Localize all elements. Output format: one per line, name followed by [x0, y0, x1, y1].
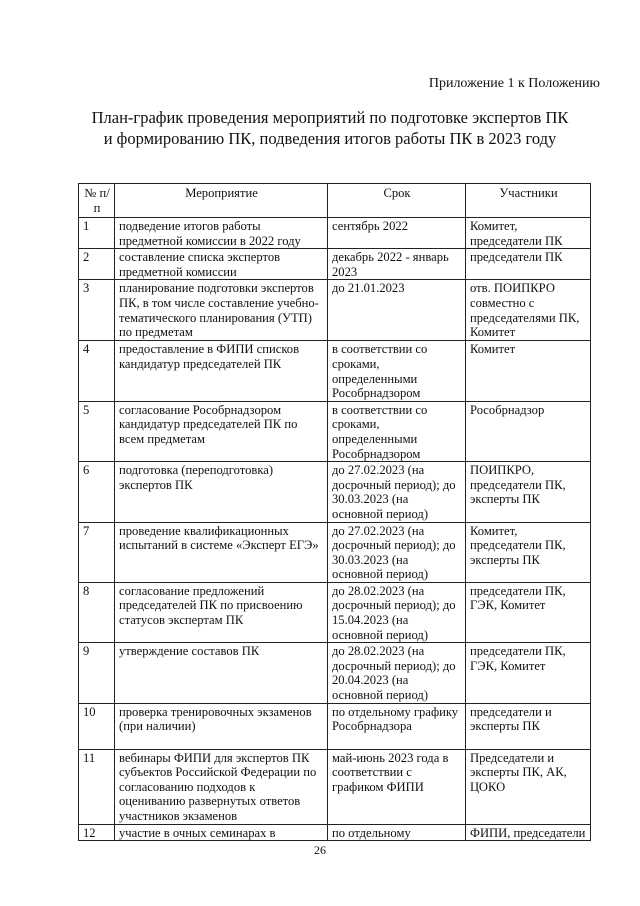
header-number: № п/п [79, 184, 115, 218]
participants-cell: Председатели и эксперты ПК, АК, ЦОКО [466, 749, 591, 824]
participants-cell: Комитет [466, 341, 591, 401]
participants-cell: председатели и эксперты ПК [466, 703, 591, 749]
event-cell: утверждение составов ПК [115, 643, 328, 703]
schedule-table [78, 183, 591, 841]
participants-cell: председатели ПК [466, 249, 591, 280]
row-number: 9 [79, 643, 115, 703]
table-row [79, 280, 591, 341]
event-cell: составление списка экспертов предметной комиссии [115, 249, 328, 280]
deadline-cell: до 28.02.2023 (на досрочный период); до 20.04.2023 (на основной период) [328, 643, 466, 703]
participants-cell: Рособрнадзор [466, 401, 591, 461]
deadline-cell: до 21.01.2023 [328, 280, 466, 341]
participants-cell: председатели ПК, ГЭК, Комитет [466, 582, 591, 642]
participants-cell: Комитет, председатели ПК [466, 218, 591, 249]
table-row [79, 582, 591, 642]
deadline-cell: в соответствии со сроками, определенными Рособрнадзором [328, 401, 466, 461]
table-row [79, 249, 591, 280]
participants-cell: председатели ПК, ГЭК, Комитет [466, 643, 591, 703]
event-cell: согласование предложений председателей ПК по присвоению статусов экспертам ПК [115, 582, 328, 642]
row-number: 11 [79, 749, 115, 824]
title-line-2: и формированию ПК, подведения итогов работы ПК в 2023 году [103, 129, 557, 148]
row-number: 6 [79, 462, 115, 522]
table-row [79, 703, 591, 749]
deadline-cell: в соответствии со сроками, определенными Рособрнадзором [328, 341, 466, 401]
event-cell: вебинары ФИПИ для экспертов ПК субъектов Российской Федерации по согласованию подходов к оцениванию развернутых ответов участников экзаменов [115, 749, 328, 824]
participants-cell: ФИПИ, председатели [466, 824, 591, 841]
row-number: 5 [79, 401, 115, 461]
row-number: 8 [79, 582, 115, 642]
document-title [60, 107, 600, 149]
table-row [79, 824, 591, 841]
row-number: 7 [79, 522, 115, 582]
title-line-1: План-график проведения мероприятий по подготовке экспертов ПК [91, 108, 569, 127]
participants-cell: Комитет, председатели ПК, эксперты ПК [466, 522, 591, 582]
deadline-cell: сентябрь 2022 [328, 218, 466, 249]
deadline-cell: до 27.02.2023 (на досрочный период); до 30.03.2023 (на основной период) [328, 522, 466, 582]
deadline-cell: до 28.02.2023 (на досрочный период); до 15.04.2023 (на основной период) [328, 582, 466, 642]
deadline-cell: декабрь 2022 - январь 2023 [328, 249, 466, 280]
event-cell: подготовка (переподготовка) экспертов ПК [115, 462, 328, 522]
event-cell: проверка тренировочных экзаменов (при наличии) [115, 703, 328, 749]
deadline-cell: до 27.02.2023 (на досрочный период); до 30.03.2023 (на основной период) [328, 462, 466, 522]
table-row [79, 218, 591, 249]
header-participants: Участники [466, 184, 591, 218]
participants-cell: отв. ПОИПКРО совместно с председателями ПК, Комитет [466, 280, 591, 341]
event-cell: подведение итогов работы предметной комиссии в 2022 году [115, 218, 328, 249]
page-number: 26 [314, 843, 326, 857]
deadline-cell: по отдельному [328, 824, 466, 841]
table-row [79, 522, 591, 582]
table-row [79, 749, 591, 824]
row-number: 10 [79, 703, 115, 749]
table-row [79, 341, 591, 401]
table-row [79, 643, 591, 703]
deadline-cell: май-июнь 2023 года в соответствии с графиком ФИПИ [328, 749, 466, 824]
table-header-row [79, 184, 591, 218]
table-row [79, 462, 591, 522]
row-number: 1 [79, 218, 115, 249]
header-event: Мероприятие [115, 184, 328, 218]
row-number: 4 [79, 341, 115, 401]
row-number: 12 [79, 824, 115, 841]
event-cell: участие в очных семинарах в [115, 824, 328, 841]
event-cell: проведение квалификационных испытаний в системе «Эксперт ЕГЭ» [115, 522, 328, 582]
table-row [79, 401, 591, 461]
participants-cell: ПОИПКРО, председатели ПК, эксперты ПК [466, 462, 591, 522]
deadline-cell: по отдельному графику Рособрнадзора [328, 703, 466, 749]
row-number: 3 [79, 280, 115, 341]
header-deadline: Срок [328, 184, 466, 218]
event-cell: планирование подготовки экспертов ПК, в том числе составление учебно-тематического планирования (УТП) по предметам [115, 280, 328, 341]
row-number: 2 [79, 249, 115, 280]
appendix-label: Приложение 1 к Положению [428, 76, 600, 91]
event-cell: предоставление в ФИПИ списков кандидатур председателей ПК [115, 341, 328, 401]
event-cell: согласование Рособрнадзором кандидатур председателей ПК по всем предметам [115, 401, 328, 461]
